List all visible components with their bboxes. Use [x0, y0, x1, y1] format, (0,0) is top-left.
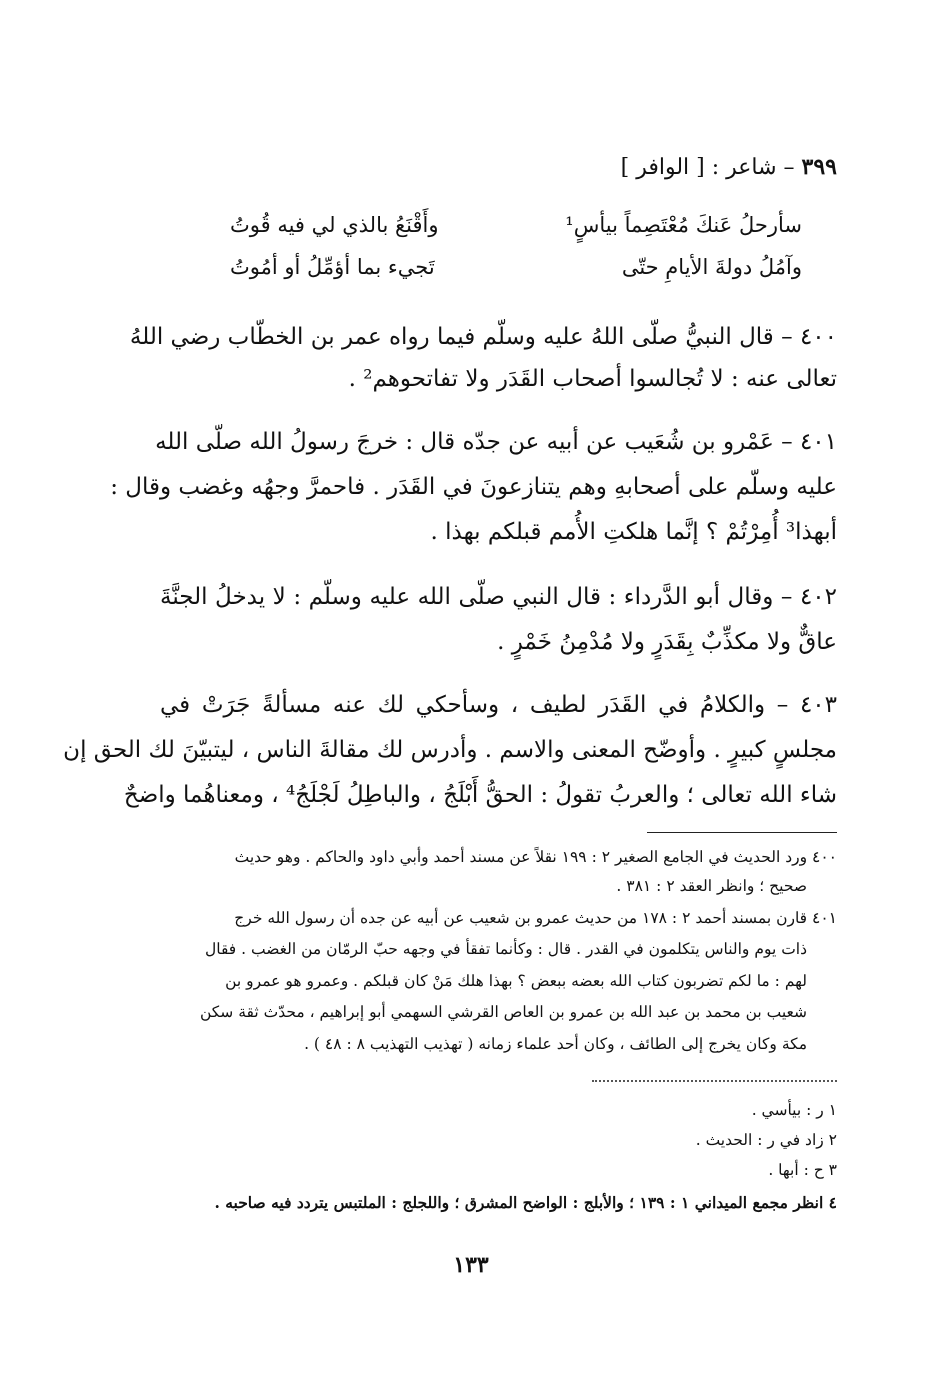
entry-400-line-1: ٤٠٠ – قال النبيُّ صلّى اللهُ عليه وسلّم فيما رواه عمر بن الخطّاب رضي اللهُ: [129, 324, 837, 350]
entry-403-line-1: ٤٠٣ – والكلامُ في القَدَر لطيف ، وسأحكي لك عنه مسألةً جَرَتْ في: [160, 692, 837, 718]
entry-400-line-2: تعالى عنه : لا تُجالسوا أصحاب القَدَر ولا تفاتحوهم² .: [348, 366, 837, 392]
poem-verse-1: [230, 208, 802, 242]
verse-2-first-hemistich: وآمُلُ دولةَ الأيامِ حتّى: [621, 255, 802, 279]
verse-2-second-hemistich: تَجيء بما أؤمِّلُ أو أمُوتُ: [230, 255, 435, 279]
entry-402-line-2: عاقٌّ ولا مكذِّبٌ بِقَدَرٍ ولا مُدْمِنُ خَمْرٍ .: [497, 629, 837, 655]
entry-401-line-2: عليه وسلّم على أصحابهِ وهم يتنازعونَ في القَدَر . فاحمرَّ وجهُه وغضب وقال :: [110, 474, 837, 500]
entry-401-line-3: أبهذا³ أُمِرْتُمْ ؟ إنَّما هلكتِ الأُمم قبلكم بهذا .: [430, 519, 837, 545]
poem-verse-2: [230, 250, 802, 284]
variant-note-1: ١ ر : بيأسي .: [751, 1101, 837, 1119]
verse-1-first-hemistich: سأرحلُ عَنكَ مُعْتَصِماً بيأسٍ¹: [565, 213, 802, 237]
entry-403-line-3: شاء الله تعالى ؛ والعربُ تقولُ : الحقُّ أَبْلَجُ ، والباطِلُ لَجْلَجُ⁴ ، ومعناهُما واضحٌ: [123, 782, 837, 808]
entry-401-line-1: ٤٠١ – عَمْرو بن شُعَيب عن أبيه عن جدّه قال : خرجَ رسولُ الله صلّى الله: [155, 429, 837, 455]
variant-note-2: ٢ زاد في ر : الحديث .: [695, 1131, 837, 1149]
entry-402-line-1: ٤٠٢ – وقال أبو الدَّرداء : قال النبي صلّى الله عليه وسلّم : لا يدخلُ الجنَّةَ: [160, 584, 837, 610]
verse-1-second-hemistich: وأَقْنَعُ بالذي لي فيه قُوتُ: [230, 213, 439, 237]
variants-separator: [592, 1080, 837, 1082]
variant-note-4: ٤ انظر مجمع الميداني ١ : ١٣٩ ؛ والأبلج : الواضح المشرق ؛ واللجلج : الملتبس يتردد فيه صاحبه .: [214, 1193, 837, 1212]
variant-note-3: ٣ ح : أبها .: [768, 1161, 837, 1179]
entry-399-heading: [400, 150, 837, 185]
footnote-401-line-1: ٤٠١ قارن بمسند أحمد ٢ : ١٧٨ من حديث عمرو بن شعيب عن أبيه عن جده أن رسول الله خرج: [234, 909, 837, 927]
entry-399-heading-text: – شاعر : [ الوافر ]: [620, 155, 795, 180]
footnote-400-line-1: ٤٠٠ ورد الحديث في الجامع الصغير ٢ : ١٩٩ نقلاً عن مسند أحمد وأبي داود والحاكم . وهو حديث: [234, 848, 837, 866]
footnote-401-line-5: مكة وكان يخرج إلى الطائف ، وكان أحد علماء زمانه ( تهذيب التهذيب ٨ : ٤٨ ) .: [304, 1035, 807, 1053]
footnote-401-line-2: ذات يوم والناس يتكلمون في القدر . قال : وكأنما تفقأ في وجهه حبّ الرمّان من الغضب . فقال: [204, 940, 807, 958]
footnote-401-line-4: شعيب بن محمد بن عبد الله بن عمرو بن العاص القرشي السهمي أبو إبراهيم ، محدّث ثقة سكن: [199, 1003, 807, 1021]
page-number: ١٣٣: [453, 1252, 489, 1278]
entry-403-line-2: مجلسٍ كبيرٍ . وأوضّح المعنى والاسم . وأدرس لك مقالةَ الناس ، ليتبيّنَ لك الحق إن: [63, 737, 837, 763]
footnote-rule: [647, 832, 837, 833]
footnote-401-line-3: لهم : ما لكم تضربون كتاب الله بعضه ببعض ؟ بهذا هلك مَنْ كان قبلكم . وعمرو هو عمرو بن: [225, 972, 807, 990]
entry-399-number: ٣٩٩: [801, 154, 837, 180]
footnote-400-line-2: صحيح ؛ وانظر العقد ٢ : ٣٨١ .: [616, 877, 807, 895]
